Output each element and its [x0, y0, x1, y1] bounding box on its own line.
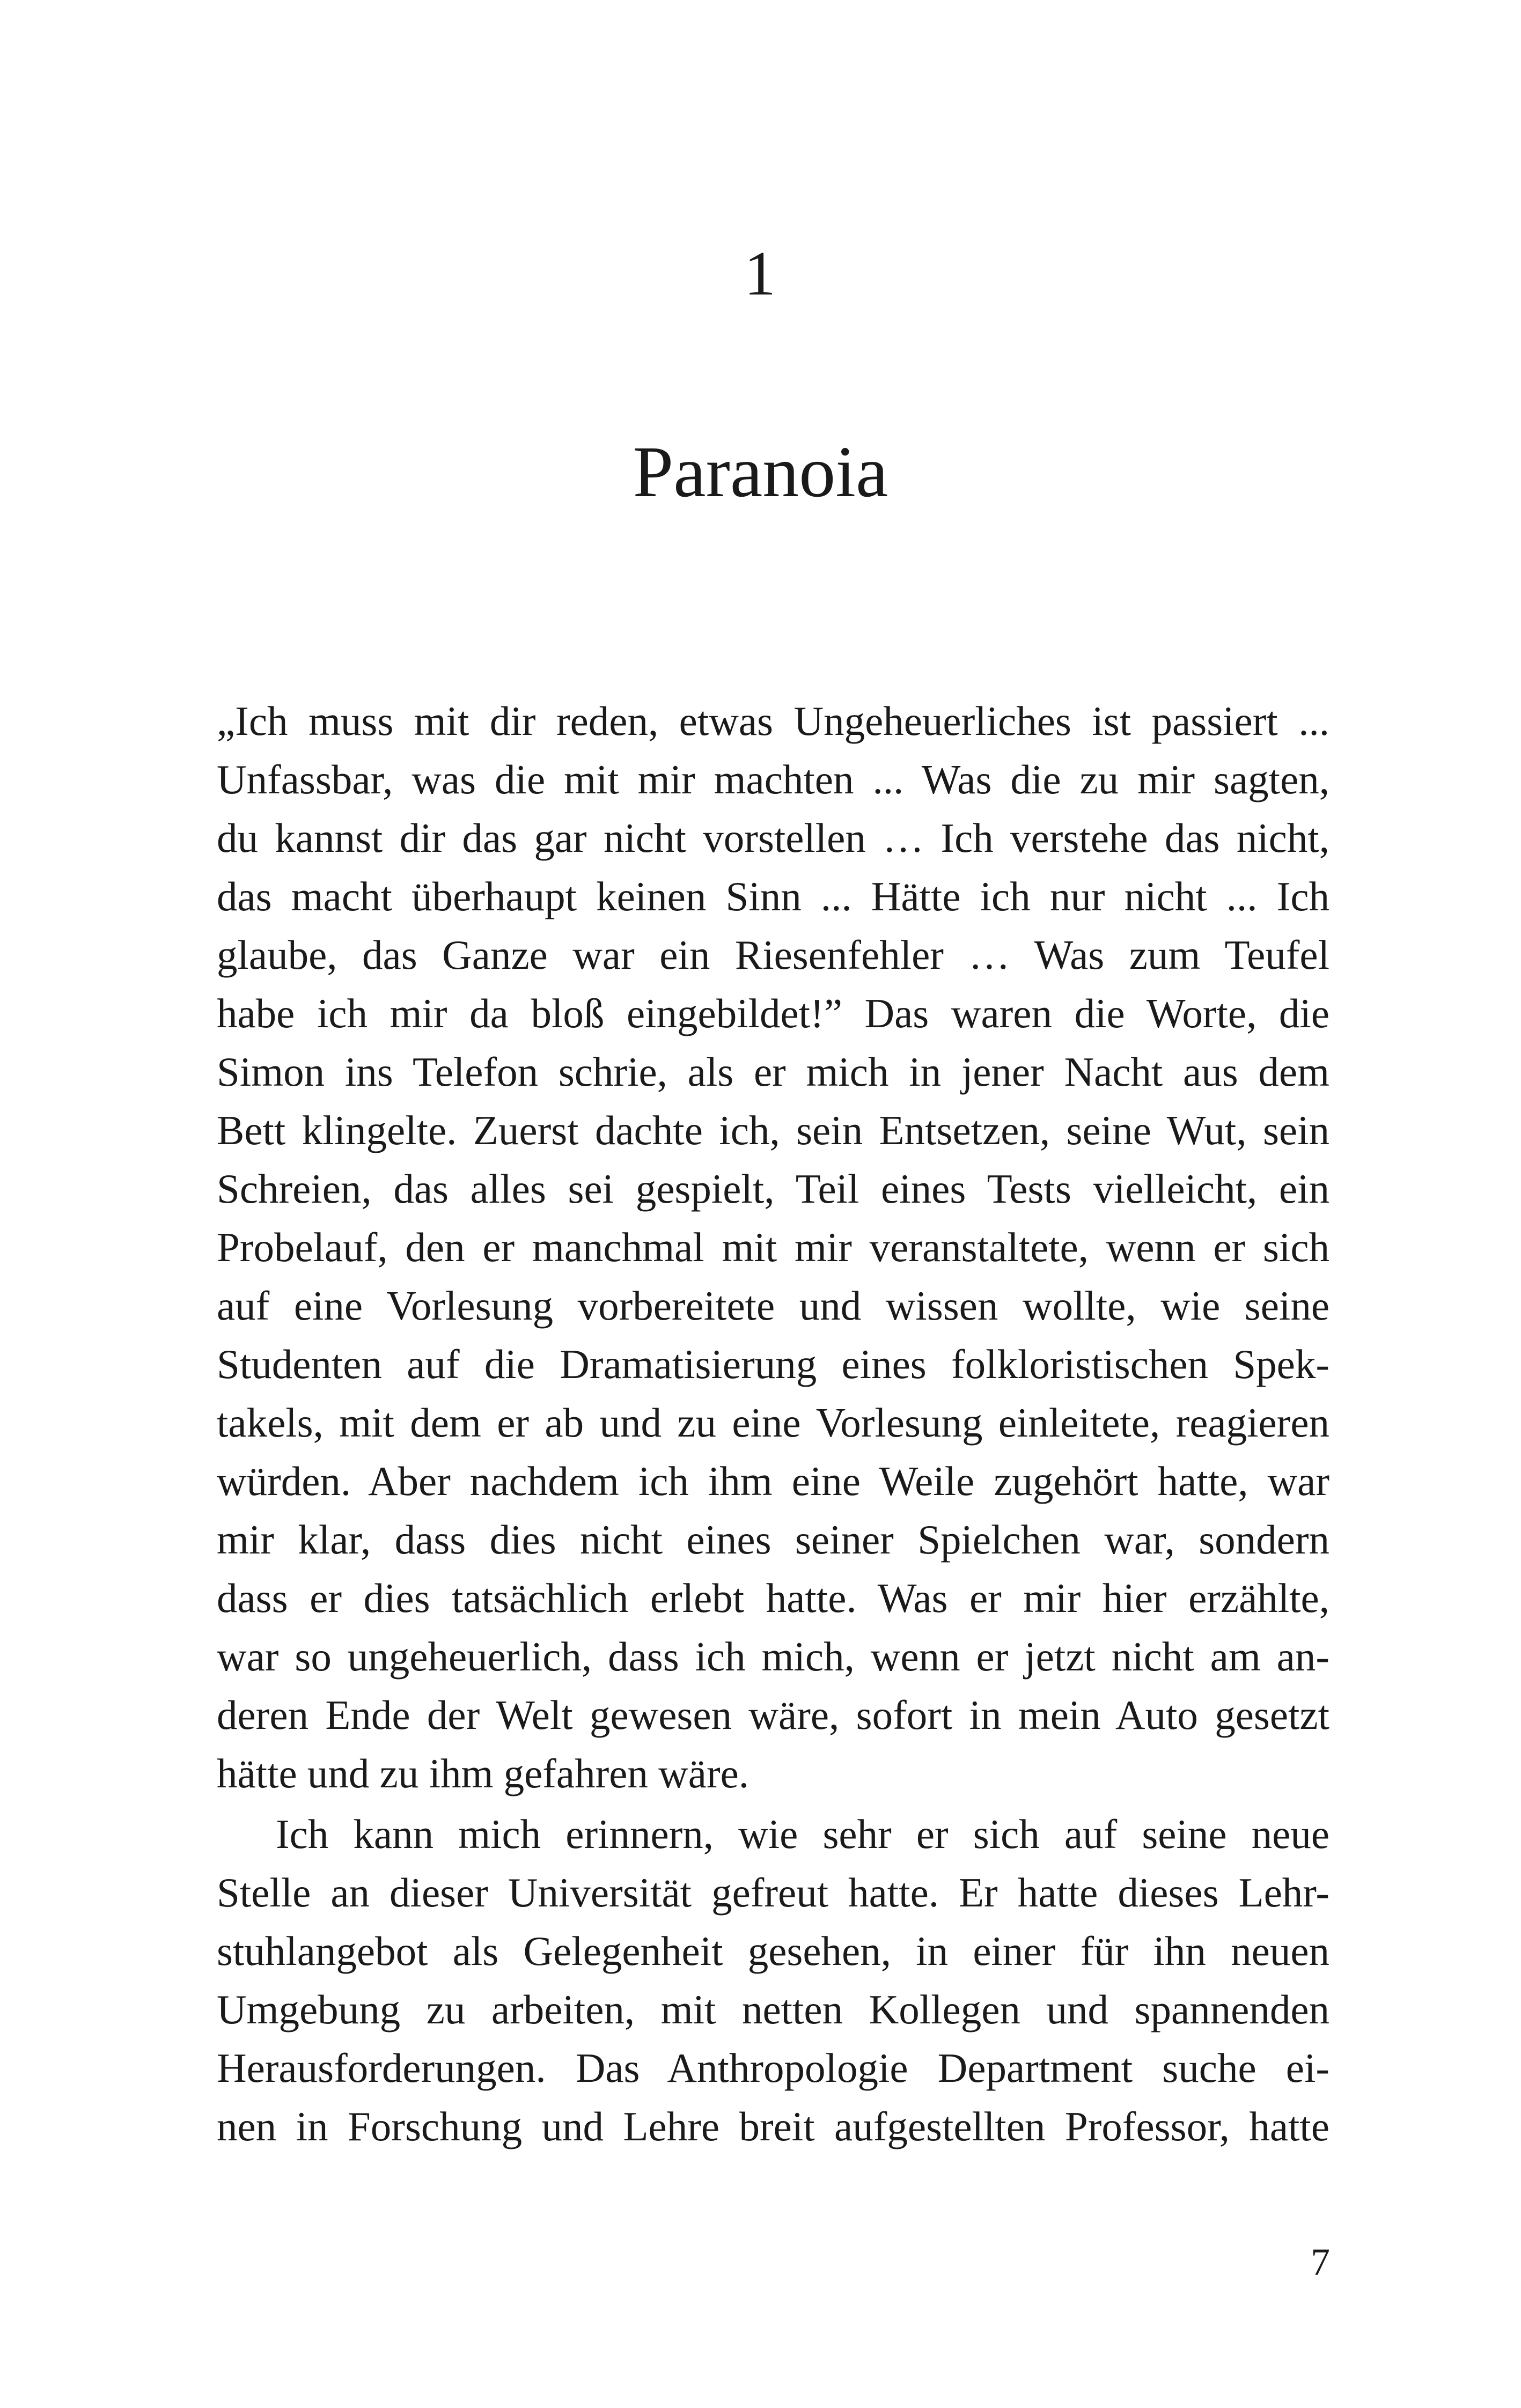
- text-line: glaube, das Ganze war ein Riesenfehler … Was zum Teufel: [217, 932, 1329, 978]
- text-line: deren Ende der Welt gewesen wäre, sofort in mein Auto gesetzt: [217, 1692, 1329, 1738]
- text-line: Schreien, das alles sei gespielt, Teil eines Tests vielleicht, ein: [217, 1166, 1329, 1212]
- text-line: Umgebung zu arbeiten, mit netten Kollegen und spannenden: [217, 1986, 1329, 2033]
- paragraph-2: [217, 1805, 1329, 2156]
- text-line: Herausforderungen. Das Anthropologie Department suche ei-: [217, 2045, 1329, 2091]
- body-text: [217, 692, 1329, 2158]
- chapter-title: Paranoia: [633, 432, 888, 512]
- text-line: hätte und zu ihm gefahren wäre.: [217, 1750, 750, 1796]
- text-line: Simon ins Telefon schrie, als er mich in jener Nacht aus dem: [217, 1049, 1329, 1095]
- text-line: war so ungeheuerlich, dass ich mich, wenn er jetzt nicht am an-: [217, 1633, 1329, 1680]
- text-line: Unfassbar, was die mit mir machten ... Was die zu mir sagten,: [217, 756, 1329, 802]
- text-line: das macht überhaupt keinen Sinn ... Hätte ich nur nicht ... Ich: [217, 873, 1329, 919]
- text-line: Bett klingelte. Zuerst dachte ich, sein Entsetzen, seine Wut, sein: [217, 1107, 1329, 1153]
- paragraph-1: [217, 692, 1329, 1803]
- text-line: würden. Aber nachdem ich ihm eine Weile zugehört hatte, war: [217, 1458, 1329, 1504]
- text-line: du kannst dir das gar nicht vorstellen … Ich verstehe das nicht,: [217, 815, 1329, 861]
- text-line: nen in Forschung und Lehre breit aufgestellten Professor, hatte: [217, 2103, 1329, 2149]
- text-line: Stelle an dieser Universität gefreut hatte. Er hatte dieses Lehr-: [217, 1869, 1329, 1916]
- chapter-number: 1: [744, 238, 777, 308]
- text-line: dass er dies tatsächlich erlebt hatte. Was er mir hier erzählte,: [217, 1575, 1329, 1621]
- text-line: habe ich mir da bloß eingebildet!” Das waren die Worte, die: [217, 990, 1329, 1036]
- text-line: Probelauf, den er manchmal mit mir veranstaltete, wenn er sich: [217, 1224, 1329, 1270]
- text-line: Ich kann mich erinnern, wie sehr er sich auf seine neue: [276, 1811, 1329, 1857]
- text-line: takels, mit dem er ab und zu eine Vorlesung einleitete, reagieren: [217, 1400, 1329, 1446]
- text-line: stuhlangebot als Gelegenheit gesehen, in einer für ihn neuen: [217, 1928, 1329, 1974]
- text-line: auf eine Vorlesung vorbereitete und wissen wollte, wie seine: [217, 1283, 1329, 1329]
- page-number: 7: [1311, 2241, 1330, 2284]
- text-line: mir klar, dass dies nicht eines seiner Spielchen war, sondern: [217, 1516, 1329, 1563]
- text-line: Studenten auf die Dramatisierung eines folkloristischen Spek-: [217, 1341, 1329, 1387]
- text-line: „Ich muss mit dir reden, etwas Ungeheuerliches ist passiert ...: [217, 698, 1329, 744]
